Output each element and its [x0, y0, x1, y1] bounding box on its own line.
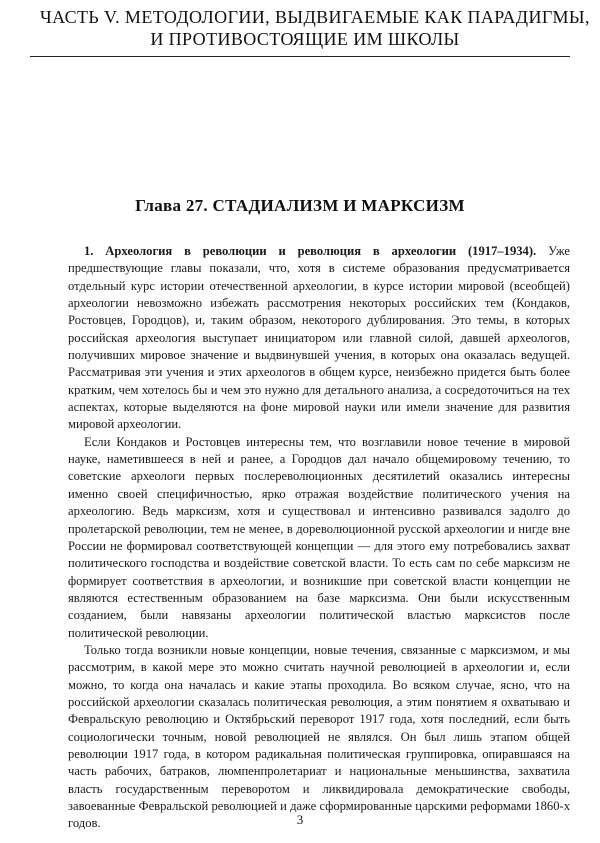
running-header	[40, 6, 590, 50]
paragraph: Если Кондаков и Ростовцев интересны тем, что возглавили новое течение в мировой науке, наметившееся в ней и ранее, а Городцов дал начало общемировому течению, то советские археологи первых послереволюционных десятилетий оказались интересны именно своей специфичностью, ярко отражая воздействие политического учения на археологию. Ведь марксизм, хотя и существовал и интенсивно развивался задолго до пролетарской революции, тем не менее, в дореволюционной русской археологии и нигде вне России не формировал соответствующей концепции — для этого ему потребовались захват политического господства и воздействие советской власти. То есть сам по себе марксизм не формирует соответствия в археологии, и возникшие при советской власти концепции не являются естественным образованием на базе марксизма. Они были искусственным созданием, были навязаны археологии политической властью марксистов после политической революции.	[68, 434, 570, 640]
chapter-title: Глава 27. СТАДИАЛИЗМ И МАРКСИЗМ	[135, 196, 465, 215]
page-number: 3	[296, 812, 304, 827]
paragraph: Только тогда возникли новые концепции, новые течения, связанные с марксизмом, и мы рассмотрим, в какой мере это можно считать научной революцией в археологии и, если можно, то когда она началась и какие этапы проходила. Во всяком случае, ясно, что на российской археологии сказалась политическая революция, а этим понятием я охватываю и Февральскую революцию и Октябрьский переворот 1917 года, хотя последний, если быть социологически точным, новой революцией не являлся. Он был лишь этапом общей революции 1917 года, в котором радикальная политическая группировка, опиравшаяся на часть рабочих, батраков, люмпенпролетариат и национальные меньшинства, захватила власть государственным переворотом и ликвидировала демократические свободы, завоеванные Февральской революцией и даже сформированные царскими реформами 1860-х годов.	[68, 642, 570, 831]
header-divider	[30, 56, 570, 57]
paragraph	[68, 243, 570, 434]
paragraph-text: Уже предшествующие главы показали, что, хотя в системе образования предусматривается отдельный курс истории отечественной археологии, в курсе истории мировой (всеобщей) археологии невозможно избежать рассмотрения некоторых российских тем (Кондаков, Ростовцев, Городцов), и, таким образом, некоторого дублирования. Это темы, в которых российская археология выступает инициатором или главной силой, давшей археологов, получивших мировое значение и выдвинувшей учения, в которых она оказалась ведущей. Рассматривая эти учения и этих археологов в общем курсе, неизбежно придется быть более кратким, чем хотелось бы и чем это нужно для детального анализа, а сосредоточиться на тех аспектах, которые выделяются на фоне мировой науки или имели значение для развития мировой археологии.	[68, 244, 570, 432]
part-header-line-1: ЧАСТЬ V. МЕТОДОЛОГИИ, ВЫДВИГАЕМЫЕ КАК ПАРАДИГМЫ,	[40, 7, 590, 27]
chapter-body	[68, 243, 570, 833]
part-header-line-2: И ПРОТИВОСТОЯЩИЕ ИМ ШКОЛЫ	[150, 29, 460, 49]
section-heading: 1. Археология в революции и революция в археологии (1917–1934).	[84, 244, 537, 258]
